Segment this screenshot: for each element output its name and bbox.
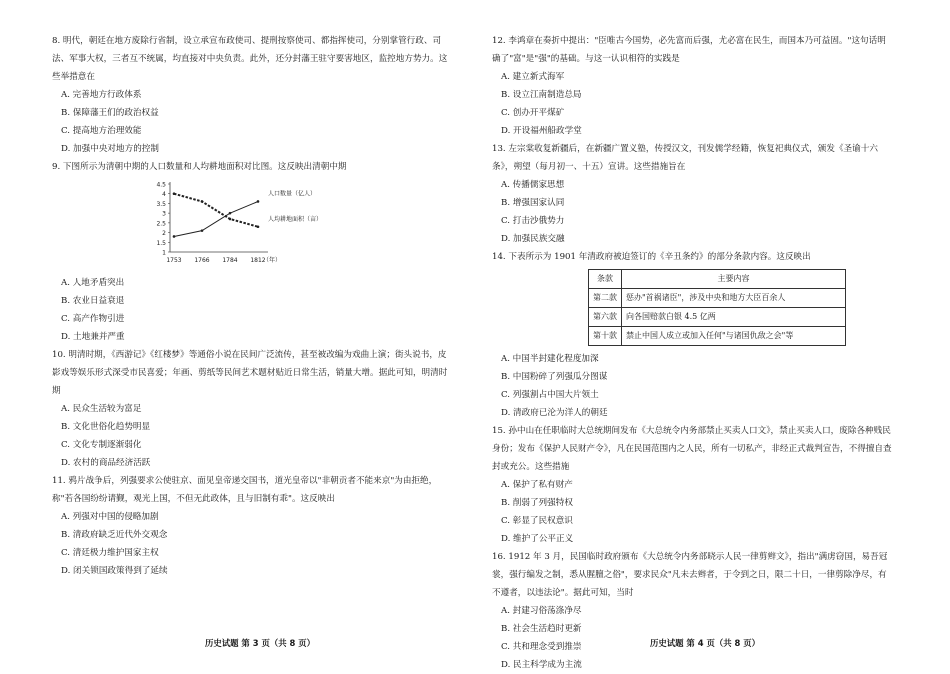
- question-15-stem: 15. 孙中山在任职临时大总统期间发布《大总统令内务部禁止买卖人口文》，禁止买卖人口，废除各种贱民身份；发布《保护人民财产令》，凡在民国范围内之人民，所有一切私产，非经正式裁判宣告，不得擅自查封或充公。这些措施: [492, 426, 892, 472]
- q9-option-c[interactable]: C. 高产作物引进: [61, 314, 125, 324]
- q8-option-a[interactable]: A. 完善地方行政体系: [61, 90, 142, 100]
- q9-option-b[interactable]: B. 农业日益衰退: [61, 296, 125, 306]
- q11-option-b[interactable]: B. 清政府缺乏近代外交观念: [61, 530, 168, 540]
- q15-option-a[interactable]: A. 保护了私有财产: [501, 480, 573, 490]
- q10-option-a[interactable]: A. 民众生活较为富足: [61, 404, 142, 414]
- q12-option-a[interactable]: A. 建立新式海军: [501, 72, 565, 82]
- treaty-clauses-table: [588, 269, 846, 346]
- question-8-stem: 8. 明代，朝廷在地方废除行省制，设立承宣布政使司、提刑按察使司、都指挥使司，分别掌管行政、司法、军事大权，三者互不统属，均直接对中央负责。此外，还分封藩王驻守要害地区，监控地方势力。这些举措意在: [52, 36, 448, 82]
- q16-option-a[interactable]: A. 封建习俗荡涤净尽: [501, 606, 582, 616]
- y-tick-label: 2: [162, 230, 166, 238]
- q14-option-b[interactable]: B. 中国粉碎了列强瓜分图谋: [501, 372, 608, 382]
- q12-option-b[interactable]: B. 设立江南制造总局: [501, 90, 582, 100]
- q16-option-c[interactable]: C. 共和理念受到推崇: [501, 642, 582, 652]
- q10-option-c[interactable]: C. 文化专制逐渐弱化: [61, 440, 142, 450]
- series-1-point: [201, 229, 204, 232]
- y-tick-label: 2.5: [156, 220, 166, 228]
- q15-option-b[interactable]: B. 削弱了列强特权: [501, 498, 573, 508]
- series-2-point: [257, 225, 260, 228]
- q9-option-d[interactable]: D. 土地兼并严重: [61, 332, 125, 342]
- q15-option-d[interactable]: D. 维护了公平正义: [501, 534, 574, 544]
- question-14-stem: 14. 下表所示为 1901 年清政府被迫签订的《辛丑条约》的部分条款内容。这反映出: [492, 252, 811, 262]
- table-cell: 第十款: [589, 327, 622, 346]
- q13-option-a[interactable]: A. 传播儒家思想: [501, 180, 565, 190]
- q11-option-c[interactable]: C. 清廷极力维护国家主权: [61, 548, 159, 558]
- question-10-stem: 10. 明清时期，《西游记》《红楼梦》等通俗小说在民间广泛流传，甚至被改编为戏曲上演；街头说书，皮影戏等娱乐形式深受市民喜爱；年画、剪纸等民间艺术题材贴近日常生活，销量大增。据此可知，明清时期: [52, 350, 448, 396]
- population-farmland-chart: [144, 178, 344, 270]
- q13-option-d[interactable]: D. 加强民族交融: [501, 234, 565, 244]
- x-tick-label: 1753: [166, 257, 182, 264]
- q14-option-c[interactable]: C. 列强割占中国大片领土: [501, 390, 599, 400]
- series-1-point: [229, 212, 232, 215]
- question-13-stem: 13. 左宗棠收复新疆后，在新疆广置义塾，传授汉文，刊发儒学经籍，恢复祀典仪式，颁发《圣谕十六条》，朔望（每月初一、十五）宣讲。这些措施旨在: [492, 144, 878, 172]
- q13-option-c[interactable]: C. 打击沙俄势力: [501, 216, 565, 226]
- table-header-clause: 条款: [589, 270, 622, 289]
- y-tick-label: 4.5: [156, 181, 166, 189]
- q12-option-c[interactable]: C. 创办开平煤矿: [501, 108, 565, 118]
- y-tick-label: 4: [162, 191, 166, 199]
- table-row: [589, 308, 846, 327]
- y-tick-label: 3.5: [156, 200, 166, 208]
- q15-option-c[interactable]: C. 彰显了民权意识: [501, 516, 573, 526]
- legend-label-2: 人均耕地面积（亩）: [268, 215, 323, 223]
- table-header-content: 主要内容: [622, 270, 846, 289]
- table-cell: 第六款: [589, 308, 622, 327]
- q11-option-d[interactable]: D. 闭关锁国政策得到了延续: [61, 566, 168, 576]
- y-tick-label: 1: [162, 249, 166, 257]
- table-cell: 禁止中国人成立或加入任何"与诸国仇敌之会"等: [622, 327, 846, 346]
- q8-option-b[interactable]: B. 保障藩王们的政治权益: [61, 108, 159, 118]
- left-column: [52, 32, 452, 580]
- page-3-footer: 历史试题 第 3 页（共 8 页）: [205, 638, 315, 648]
- question-9-stem: 9. 下图所示为清朝中期的人口数量和人均耕地面积对比图。这反映出清朝中期: [52, 162, 347, 172]
- question-12-stem: 12. 李鸿章在奏折中提出："臣唯古今国势，必先富而后强，尤必富在民生，而国本乃可益固。"这句话明确了"富"是"强"的基础。与这一认识相符的实践是: [492, 36, 886, 64]
- y-tick-label: 1.5: [156, 239, 166, 247]
- series-2-point: [201, 200, 204, 203]
- q8-option-c[interactable]: C. 提高地方治理效能: [61, 126, 142, 136]
- page-4-footer: 历史试题 第 4 页（共 8 页）: [650, 638, 760, 648]
- series-1-point: [257, 200, 260, 203]
- series-2-point: [229, 218, 232, 221]
- table-header-row: [589, 270, 846, 289]
- table-cell: 向各国赔款白银 4.5 亿两: [622, 308, 846, 327]
- question-11-stem: 11. 鸦片战争后，列强要求公使驻京、面见皇帝递交国书，道光皇帝以"非朝贡者不能来京"为由拒绝，称"若各国纷纷请觐，观光上国，不但无此政体，且与旧制有乖"。这反映出: [52, 476, 438, 504]
- table-row: [589, 327, 846, 346]
- table-cell: 第二款: [589, 289, 622, 308]
- q12-option-d[interactable]: D. 开设福州船政学堂: [501, 126, 582, 136]
- table-row: [589, 289, 846, 308]
- q10-option-b[interactable]: B. 文化世俗化趋势明显: [61, 422, 151, 432]
- x-axis-suffix: （年）: [262, 257, 282, 264]
- x-tick-label: 1812: [250, 257, 266, 264]
- q14-option-a[interactable]: A. 中国半封建化程度加深: [501, 354, 599, 364]
- q10-option-d[interactable]: D. 农村的商品经济活跃: [61, 458, 151, 468]
- q8-option-d[interactable]: D. 加强中央对地方的控制: [61, 144, 159, 154]
- table-cell: 惩办"首祸诸臣"，涉及中央和地方大臣百余人: [622, 289, 846, 308]
- series-1-point: [173, 235, 176, 238]
- q9-option-a[interactable]: A. 人地矛盾突出: [61, 278, 125, 288]
- q11-option-a[interactable]: A. 列强对中国的侵略加剧: [61, 512, 159, 522]
- series-2-point: [173, 192, 176, 195]
- x-tick-label: 1766: [194, 257, 210, 264]
- q16-option-b[interactable]: B. 社会生活趋时更新: [501, 624, 582, 634]
- y-tick-label: 3: [162, 210, 166, 218]
- q13-option-b[interactable]: B. 增强国家认同: [501, 198, 565, 208]
- x-tick-label: 1784: [222, 257, 238, 264]
- q14-option-d[interactable]: D. 清政府已沦为洋人的朝廷: [501, 408, 608, 418]
- question-16-stem: 16. 1912 年 3 月，民国临时政府颁布《大总统令内务部晓示人民一律剪辫文》，指出"满虏窃国，易吾冠裳，强行编发之制，悉从腥膻之俗"，要求民众"凡未去辫者，于令到之日，限二十日，一律剪除净尽，有不遵者，以违法论"。据此可知，当时: [492, 552, 888, 598]
- q16-option-d[interactable]: D. 民主科学成为主流: [501, 660, 582, 670]
- right-column: [492, 32, 892, 674]
- series-line-1: [174, 201, 258, 236]
- legend-label-1: 人口数量（亿人）: [268, 190, 317, 198]
